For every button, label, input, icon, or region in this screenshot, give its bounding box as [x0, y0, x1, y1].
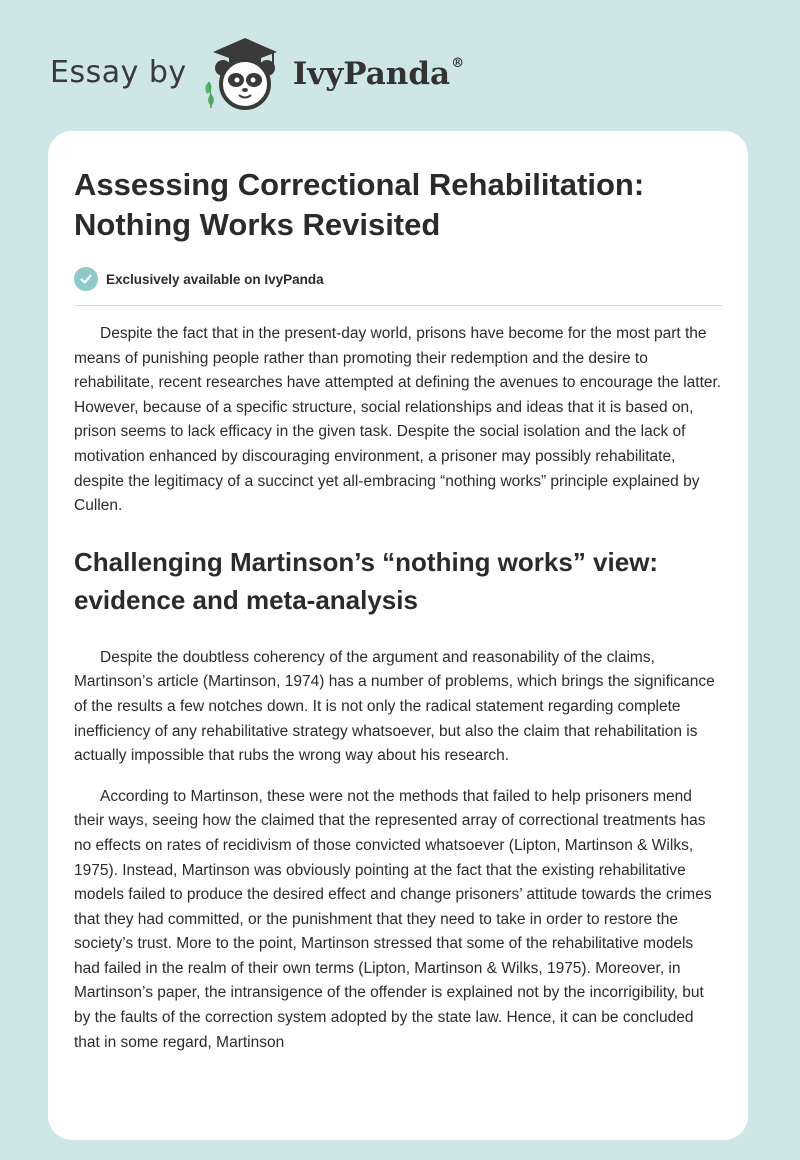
exclusive-label: Exclusively available on IvyPanda: [106, 271, 324, 287]
essay-by-label: Essay by: [50, 54, 187, 90]
site-header: [50, 32, 464, 112]
paragraph-body-1: Despite the doubtless coherency of the argument and reasonability of the claims, Martinson’s article (Martinson, 1974) has a number of problems, which brings the significance of the results a few notches down. It is not only the radical statement regarding complete inefficiency of any rehabilitative strategy whatsoever, but also the claim that rehabilitation is actually impossible that rubs the wrong way about his research.: [74, 648, 715, 765]
essay-title: Assessing Correctional Rehabilitation: Nothing Works Revisited: [74, 167, 645, 242]
section-heading: Challenging Martinson’s “nothing works” view: evidence and meta-analysis: [74, 546, 659, 615]
panda-logo-icon[interactable]: [199, 32, 285, 112]
essay-card: [48, 131, 748, 1140]
registered-mark: ®: [451, 55, 465, 71]
paragraph-body-2: According to Martinson, these were not the methods that failed to help prisoners mend their ways, seeing how the claimed that the represented array of correctional treatments has no effects on rates of recidivism of those convicted whatsoever (Lipton, Martinson & Wilks, 1975). Instead, Martinson was obviously pointing at the fact that the existing rehabilitative models failed to produce the desired effect and change prisoners’ attitude towards the crimes that they had committed, or the punishment that they need to take in order to restore the society’s trust. More to the point, Martinson stressed that some of the rehabilitative models had failed in the realm of their own terms (Lipton, Martinson & Wilks, 1975). Moreover, in Martinson’s paper, the intransigence of the offender is explained not by the incorrigibility, but by the faults of the correction system adopted by the state law. Hence, it can be concluded that in some regard, Martinson: [74, 787, 712, 1051]
check-icon: [74, 267, 98, 291]
exclusive-badge: [74, 267, 722, 306]
paragraph-intro: Despite the fact that in the present-day world, prisons have become for the most part the means of punishing people rather than promoting their redemption and the desire to rehabilitate, recent researches have attempted at defining the avenues to encourage the latter. However, because of a specific structure, social relationships and ideas that it is based on, prison seems to lack efficacy in the given task. Despite the social isolation and the lack of motivation enhanced by discouraging environment, a prisoner may possibly rehabilitate, despite the legitimacy of a succinct yet all-embracing “nothing works” principle explained by Cullen.: [74, 325, 722, 515]
brand-name[interactable]: IvyPanda®: [292, 55, 465, 92]
